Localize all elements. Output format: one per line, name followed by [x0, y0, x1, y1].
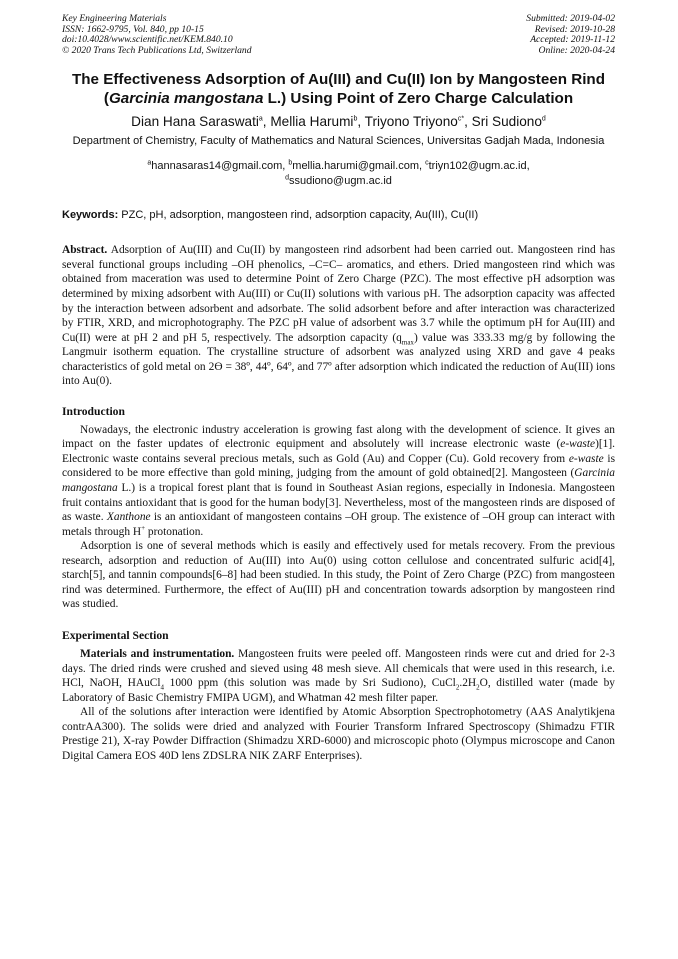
paper-title — [62, 70, 615, 108]
exp-text: O, distilled water (made by Laboratory of Basic Chemistry FMIPA UGM), and Whatman 42 mesh filter paper. — [62, 677, 615, 704]
author-mark: d — [541, 115, 546, 123]
journal-issn: ISSN: 1662-9795, Vol. 840, pp 10-15 — [62, 23, 204, 35]
author-mark: b — [353, 115, 358, 123]
qmax-subscript: max — [401, 337, 414, 346]
intro-italic: Xanthone — [106, 511, 151, 524]
exp-subscript: 2 — [476, 683, 480, 692]
author-name: Triyono Triyono — [364, 114, 458, 130]
author-list — [62, 113, 615, 130]
abstract-paragraph — [62, 243, 615, 388]
abstract-label: Abstract. — [62, 244, 108, 257]
keywords-text: PZC, pH, adsorption, mangosteen rind, adsorption capacity, Au(III), Cu(II) — [118, 209, 479, 222]
exp-text: 1000 ppm (this solution was made by Sri Sudiono), CuCl — [164, 677, 456, 690]
author-name: Dian Hana Saraswati — [131, 114, 259, 130]
author-separator: , — [262, 114, 271, 130]
journal-copyright: © 2020 Trans Tech Publications Ltd, Switzerland — [62, 44, 252, 56]
journal-header — [62, 14, 615, 56]
date-online: Online: 2020-04-24 — [538, 44, 615, 56]
intro-text: L.) is a tropical forest plant that is found in Southeast Asian regions, especially in Indonesia. Mangosteen fruit contains antioxidant that is good for the human body[3]. Nevertheless, most of the mangosteen rinds are disposed of as waste. — [62, 482, 615, 524]
intro-text: is considered to be more effective than gold mining, judging from the amount of gold obtained[2]. Mangosteen ( — [62, 452, 615, 480]
email-list — [62, 159, 615, 189]
email-address[interactable]: ssudiono@ugm.ac.id — [289, 175, 392, 188]
date-accepted: Accepted: 2019-11-12 — [530, 34, 615, 46]
author-separator: , — [464, 114, 472, 130]
email-separator: , — [418, 160, 426, 173]
proton-superscript: + — [141, 523, 146, 532]
title-part-1: The Effectiveness Adsorption of Au(III) and Cu(II) Ion by Mangosteen Rind ( — [72, 71, 605, 108]
email-address[interactable]: triyn102@ugm.ac.id — [428, 160, 527, 173]
email-address[interactable]: hannasaras14@gmail.com — [151, 160, 283, 173]
title-species: Garcinia mangostana — [108, 90, 264, 108]
experimental-paragraph-2: All of the solutions after interaction were identified by Atomic Absorption Spectrophotometry (AAS Analytikjena contrAA300). The solids were dried and analyzed with Fourier Transform Infrared Spectroscopy (Shimadzu FTIR Prestige 21), X-ray Powder Diffraction (Shimadzu XRD-6000) and microscopic photo (Olympus microscope and Canon Digital Camera EOS 40D lens ZDSLRA NIK ZARF Enterprises). — [62, 706, 615, 762]
intro-text: is an antioxidant of mangosteen contains –OH group. The existence of –OH group can interact with metals through H — [62, 511, 615, 538]
author-name: Mellia Harumi — [270, 114, 354, 130]
title-part-2: L.) Using Point of Zero Charge Calculation — [263, 90, 574, 108]
exp-subscript: 2 — [455, 683, 460, 692]
intro-italic: e-waste — [560, 438, 596, 451]
intro-text: )[1]. Electronic waste contains several precious metals, such as Gold (Au) and Copper (Cu). Gold recovery from — [62, 438, 615, 465]
exp-subscript: 4 — [160, 683, 165, 692]
subsection-label: Materials and instrumentation. — [80, 647, 235, 660]
email-separator: , — [282, 160, 289, 173]
date-revised: Revised: 2019-10-28 — [534, 23, 615, 35]
experimental-paragraph-1 — [62, 647, 615, 705]
date-submitted: Submitted: 2019-04-02 — [526, 13, 615, 24]
journal-info — [62, 14, 252, 56]
email-mark: c — [425, 159, 429, 167]
intro-paragraph-1 — [62, 423, 615, 539]
section-heading-experimental: Experimental Section — [62, 628, 169, 642]
abstract-text-1: Adsorption of Au(III) and Cu(II) by mangosteen rind adsorbent had been carried out. Mangosteen rind has several functional groups including –OH phenolics, –C=C– aromatics, and ethers. Dried mangosteen rind which was obtained from maceration was used to determine Point of Zero Charge (PZC). The most effective pH adsorption was determined by mixing adsorbent with Au(III) or Cu(II) solutions with various pH. The adsorption capacity was affected by the interaction between adsorbent and adsorbate. The solid adsorbent before and after interaction was characterized by FTIR, XRD, and microphotography. The PZC pH value of adsorbent was 3.7 while the optimum pH for Au(III) and Cu(II) were at pH 2 and pH 5, respectively. The adsorption capacity (q — [62, 244, 615, 344]
abstract-text-2: ) value was 333.33 mg/g by following the Langmuir isotherm equation. The crystalline structure of adsorbent was analyzed using XRD and gave 4 peaks characteristics of gold metal on 2ϴ = 38º, 44º, 64º, and 77º after adsorption which indicated the reduction of Au(III) ions into Au(0). — [62, 331, 615, 388]
journal-name: Key Engineering Materials — [62, 13, 167, 24]
intro-italic: Garcinia mangostana — [62, 467, 615, 495]
exp-text: .2H — [459, 677, 477, 690]
intro-text: protonation. — [145, 525, 204, 538]
intro-text: Nowadays, the electronic industry acceleration is growing fast along with the development of science. It gives an impact on the faster updates of electronic equipment and absolutely will increase electronic waste ( — [62, 423, 615, 451]
affiliation: Department of Chemistry, Faculty of Mathematics and Natural Sciences, Universitas Gadjah Mada, Indonesia — [72, 135, 605, 148]
email-mark: d — [285, 174, 289, 182]
email-mark: b — [288, 159, 293, 167]
journal-doi: doi:10.4028/www.scientific.net/KEM.840.10 — [62, 34, 233, 46]
email-address[interactable]: mellia.harumi@gmail.com — [292, 160, 419, 173]
keywords-label: Keywords: — [62, 209, 119, 222]
intro-paragraph-2: Adsorption is one of several methods which is easily and effectively used for metals recovery. From the previous research, adsorption and reduction of Au(III) into Au(0) using cotton cellulose and concentrated sulfuric acid[4], starch[5], and tannin compounds[6–8] had been studied. In this study, the Point of Zero Charge (PZC) from mangosteen rind was determined. Furthermore, the effect of Au(III) pH and concentration towards adsorption by mangosteen rind was studied. — [62, 540, 615, 611]
email-separator: , — [526, 160, 530, 173]
keywords — [62, 208, 615, 223]
author-mark: a — [258, 115, 263, 123]
intro-italic: e-waste — [568, 452, 604, 465]
section-heading-introduction: Introduction — [62, 404, 125, 418]
paper-page — [62, 14, 615, 763]
publication-dates — [526, 14, 615, 56]
email-mark: a — [147, 159, 152, 167]
exp-text: Mangosteen fruits were peeled off. Mangosteen rinds were cut and dried for 2-3 days. The dried rinds were crushed and sieved using 48 mesh sieve. All chemicals that were used in this research, i.e. HCl, NaOH, HAuCl — [62, 647, 615, 690]
author-name: Sri Sudiono — [471, 114, 542, 130]
author-separator: , — [357, 114, 365, 130]
author-mark: c* — [457, 115, 465, 123]
